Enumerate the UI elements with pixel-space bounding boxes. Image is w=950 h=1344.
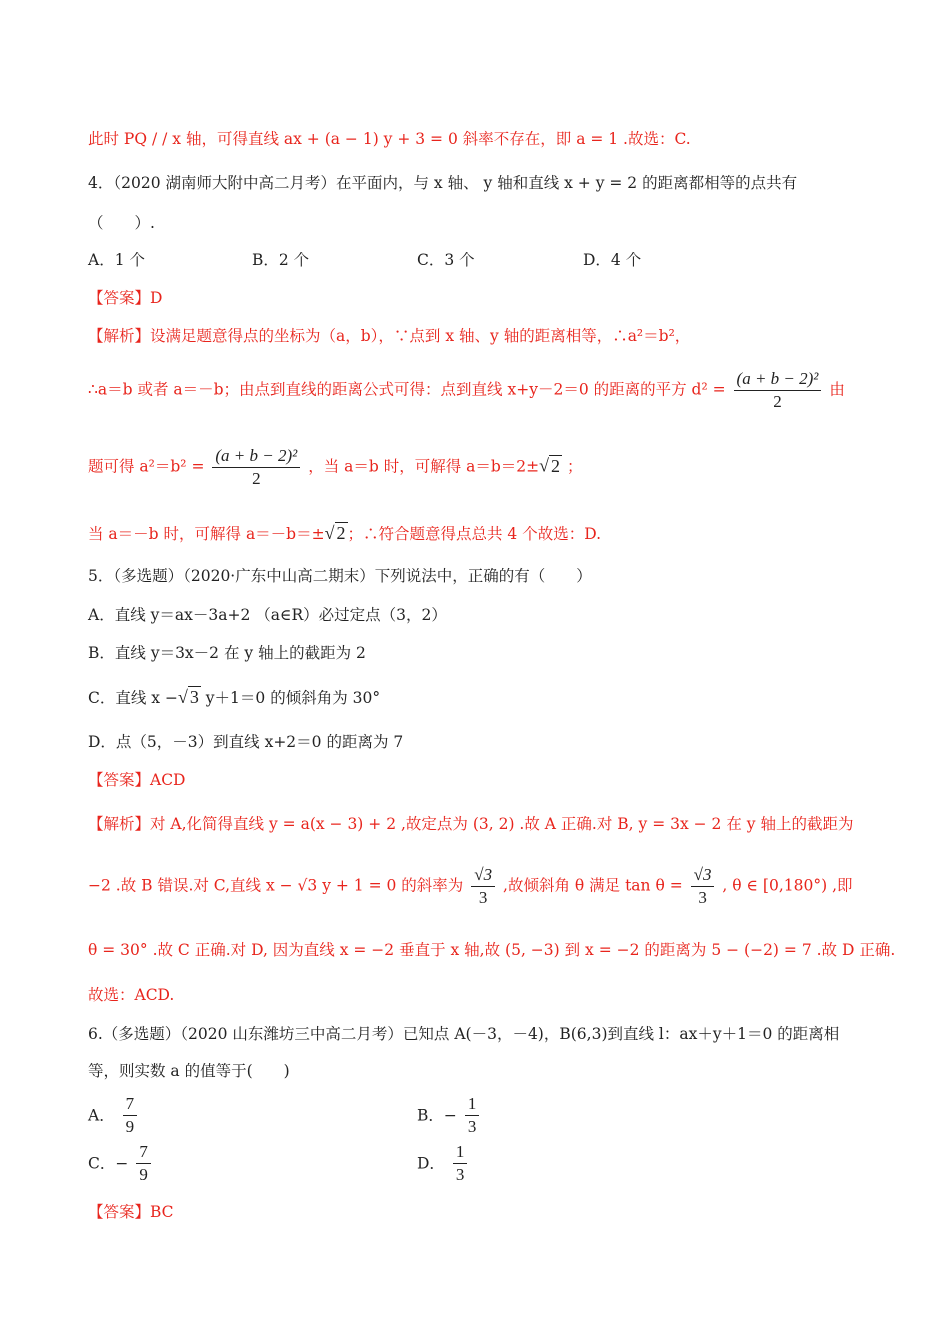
option-label: B． [417, 1106, 444, 1125]
q4-analysis-line3-text: 题可得 a²＝b² = [88, 457, 205, 476]
option-label: C． [88, 1154, 116, 1173]
q4-answer: 【答案】D [88, 289, 163, 307]
option-fraction [123, 1093, 138, 1138]
fraction-denominator: 3 [467, 1117, 477, 1136]
q5-analysis-line2 [88, 864, 853, 909]
fraction-numerator: 1 [453, 1141, 468, 1164]
q4-analysis-line4 [88, 522, 601, 545]
q6-stem-line2: 等，则实数 a 的值等于( ) [88, 1062, 290, 1080]
fraction-numerator: √3 [471, 864, 495, 887]
q4-analysis-line4-text: 当 a＝－b 时，可解得 a＝－b＝± [88, 525, 325, 543]
q6-answer: 【答案】BC [88, 1203, 174, 1221]
q4-analysis-line2-text: ∴a＝b 或者 a＝－b；由点到直线的距离公式可得：点到直线 x+y－2＝0 的距离的平方 d² = [88, 380, 726, 399]
q5-analysis-line4: 故选：ACD. [88, 986, 175, 1004]
fraction-numerator: (a + b − 2)² [212, 445, 300, 468]
q5-slope-fraction [471, 864, 495, 909]
q5-analysis-line2-mid: ,故倾斜角 θ 满足 tan θ = [503, 876, 683, 895]
q4-option-b: B．2 个 [252, 251, 310, 269]
fraction-numerator: √3 [691, 864, 715, 887]
q6-option-c [88, 1141, 154, 1186]
q5-tan-fraction [691, 864, 715, 909]
option-label: D． [417, 1154, 445, 1173]
sqrt-3: √ 3 [177, 687, 199, 707]
q5-answer: 【答案】ACD [88, 771, 186, 789]
q6-option-d [417, 1141, 470, 1186]
q5-option-c-tail: y＋1＝0 的倾斜角为 30° [205, 689, 381, 707]
q4-analysis-line1: 【解析】设满足题意得点的坐标为（a，b），∵点到 x 轴、y 轴的距离相等，∴a²＝b²， [88, 327, 691, 345]
fraction-denominator: 9 [125, 1117, 135, 1136]
fraction-denominator: 3 [478, 888, 488, 907]
solution-conclusion-q3: 此时 PQ / / x 轴，可得直线 ax + (a − 1) y + 3 = 0 斜率不存在，即 a = 1 .故选：C. [88, 130, 691, 148]
q5-analysis-line2-text: −2 .故 B 错误.对 C,直线 x − √3 y + 1 = 0 的斜率为 [88, 876, 464, 895]
q4-analysis-line4-tail: ；∴符合题意得点总共 4 个故选：D. [347, 525, 602, 543]
q4-analysis-line3-tail: ； [566, 457, 583, 476]
q4-stem-line2: （ ）. [88, 214, 155, 232]
sqrt-2: √ 2 [539, 455, 561, 476]
minus-sign: − [115, 1154, 129, 1173]
q5-analysis-line1: 【解析】对 A,化简得直线 y = a(x − 3) + 2 ,故定点为 (3, 2) .故 A 正确.对 B, y = 3x − 2 在 y 轴上的截距为 [88, 815, 854, 833]
q4-analysis-line2 [88, 368, 845, 413]
q4-stem-line1: 4．（2020 湖南师大附中高二月考）在平面内，与 x 轴、 y 轴和直线 x + y = 2 的距离都相等的点共有 [88, 174, 798, 192]
q5-analysis-line2-tail: , θ ∈ [0,180°) ,即 [722, 876, 853, 895]
q4-option-c: C．3 个 [417, 251, 475, 269]
option-fraction [465, 1093, 480, 1138]
q6-stem-line1: 6.（多选题）（2020 山东潍坊三中高二月考）已知点 A(－3，－4)，B(6,3)到直线 l：ax＋y＋1＝0 的距离相 [88, 1025, 840, 1043]
q5-option-d: D．点（5，－3）到直线 x+2＝0 的距离为 7 [88, 733, 404, 751]
q5-option-b: B．直线 y＝3x－2 在 y 轴上的截距为 2 [88, 644, 366, 662]
option-fraction [136, 1141, 151, 1186]
fraction-denominator: 3 [455, 1165, 465, 1184]
sqrt-2: √ 2 [324, 523, 346, 543]
fraction-numerator: 1 [465, 1093, 480, 1116]
q5-analysis-line3: θ = 30° .故 C 正确.对 D, 因为直线 x = −2 垂直于 x 轴,故 (5, −3) 到 x = −2 的距离为 5 − (−2) = 7 .故 D 正确. [88, 941, 896, 959]
minus-sign: − [443, 1106, 457, 1125]
q4-equation-fraction [212, 445, 300, 490]
q4-analysis-line3 [88, 445, 583, 490]
fraction-numerator: (a + b − 2)² [734, 368, 822, 391]
q4-option-d: D．4 个 [583, 251, 642, 269]
fraction-numerator: 7 [123, 1093, 138, 1116]
q4-distance-fraction [734, 368, 822, 413]
fraction-denominator: 2 [773, 392, 782, 411]
option-fraction [453, 1141, 468, 1186]
q5-option-c-text: C．直线 x − [88, 689, 178, 707]
q5-option-a: A．直线 y＝ax－3a+2 （a∈R）必过定点（3，2） [88, 606, 447, 624]
option-label: A． [88, 1106, 115, 1125]
q5-option-c [88, 686, 380, 709]
q6-option-a [88, 1093, 140, 1138]
fraction-denominator: 9 [139, 1165, 148, 1184]
q6-option-b [417, 1093, 482, 1138]
q4-analysis-line3-mid: ，当 a＝b 时，可解得 a＝b＝2± [308, 457, 540, 476]
fraction-denominator: 2 [252, 469, 261, 488]
q5-stem: 5．（多选题）（2020·广东中山高二期末）下列说法中，正确的有（ ） [88, 567, 592, 585]
fraction-numerator: 7 [136, 1141, 151, 1164]
q4-option-a: A．1 个 [88, 251, 145, 269]
fraction-denominator: 3 [698, 888, 707, 907]
q4-analysis-line2-tail: 由 [829, 380, 845, 399]
